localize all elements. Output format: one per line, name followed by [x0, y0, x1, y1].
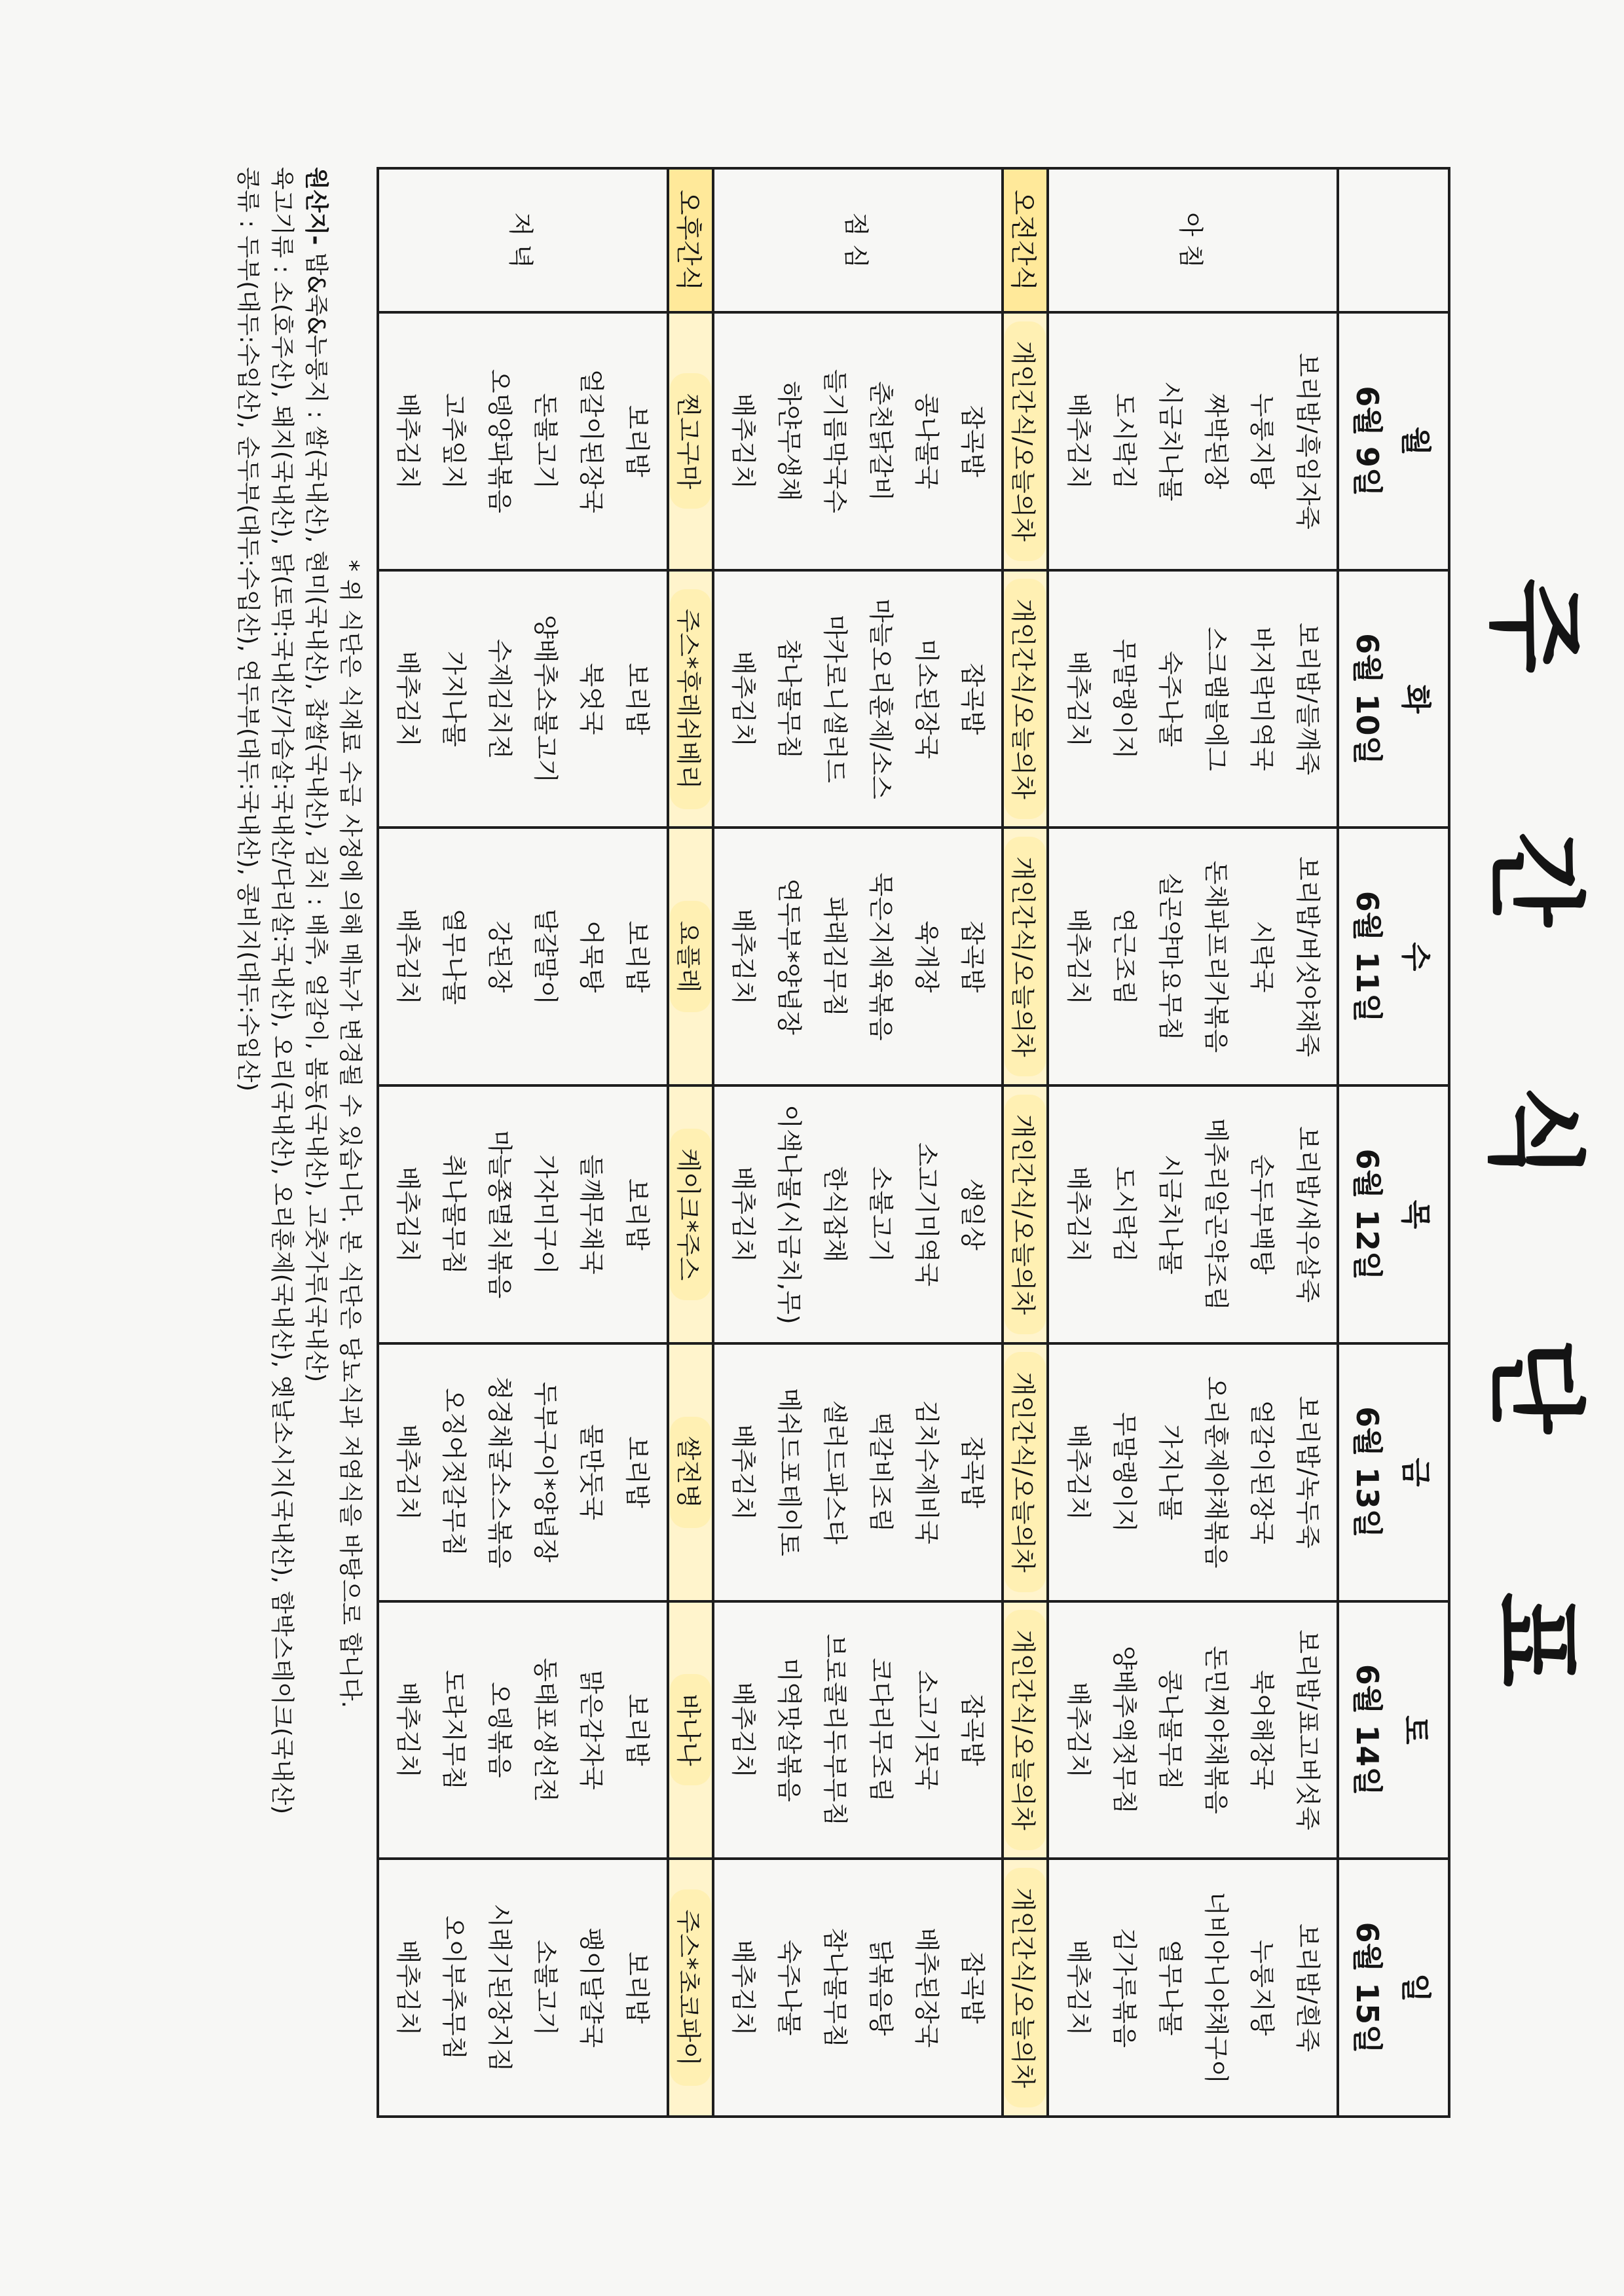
day-name: 목 [1398, 1199, 1433, 1230]
menu-item: 보리밥/버섯야채죽 [1293, 856, 1322, 1057]
menu-item: 보리밥/새우살죽 [1293, 1126, 1322, 1303]
snack-item: 찐고구마 [670, 373, 711, 509]
menu-item: 도시락김 [1109, 393, 1139, 490]
breakfast-row [1048, 168, 1338, 2117]
menu-item: 이색나물(시금치,무) [775, 1104, 804, 1324]
menu-item: 스크램블에그 [1201, 627, 1230, 771]
menu-change-notice: * 위 식단은 식재료 수급 사정에 의해 메뉴가 변경될 수 있습니다. 본 식단은 당뇨식과 저염식을 바탕으로 합니다. [337, 560, 363, 1709]
menu-item: 무말랭이지 [1109, 638, 1139, 759]
menu-item: 코다리무조림 [866, 1658, 896, 1802]
menu-item: 미소된장국 [912, 638, 942, 759]
menu-item: 김가루볶음 [1109, 1927, 1139, 2048]
menu-item: 보리밥 [623, 1952, 652, 2024]
lunch-cell [713, 1601, 1003, 1859]
menu-item: 보리밥 [623, 663, 652, 735]
breakfast-cell [1048, 1085, 1338, 1343]
day-header [1338, 312, 1449, 570]
menu-item: 보리밥/흑임자죽 [1293, 352, 1322, 530]
lunch-cell [713, 570, 1003, 828]
menu-item: 취나물무침 [439, 1154, 469, 1275]
lunch-cell [713, 1859, 1003, 2117]
menu-item: 도라지무침 [439, 1669, 469, 1791]
menu-item: 소불고기 [866, 1166, 896, 1263]
am_snack-cell [1003, 1601, 1048, 1859]
snack-item: 요플레 [670, 901, 711, 1012]
lunch-cell [713, 1343, 1003, 1601]
day-header [1338, 828, 1449, 1085]
menu-item: 청경채굴소스볶음 [485, 1376, 515, 1569]
menu-item: 오리훈제야채볶음 [1201, 1376, 1230, 1569]
menu-item: 배추김치 [729, 1681, 758, 1778]
am_snack-row [1003, 168, 1048, 2117]
menu-item: 미역맛살볶음 [775, 1658, 804, 1802]
menu-item: 누룽지탕 [1247, 393, 1276, 490]
day-name: 화 [1398, 684, 1433, 714]
menu-item: 배추김치 [729, 908, 758, 1005]
lunch-row [713, 168, 1003, 2117]
menu-item: 소불고기 [531, 1939, 561, 2036]
dinner-row [378, 168, 668, 2117]
menu-item: 오이부추무침 [439, 1915, 469, 2060]
menu-item: 메추리알곤약조림 [1201, 1118, 1230, 1311]
menu-item: 북어해장국 [1247, 1669, 1276, 1791]
menu-item: 북엇국 [577, 663, 606, 735]
menu-item: 생일상 [958, 1178, 987, 1251]
am_snack-cell [1003, 570, 1048, 828]
day-date: 6월 15일 [1350, 1922, 1385, 2054]
menu-item: 들기름막국수 [821, 369, 850, 513]
menu-item: 수제김치전 [485, 638, 515, 759]
menu-item: 실곤약마요무침 [1155, 872, 1185, 1041]
day-date: 6월 13일 [1350, 1406, 1385, 1539]
menu-item: 잡곡밥 [958, 1952, 987, 2024]
menu-item: 참나물무침 [821, 1927, 850, 2048]
menu-item: 소고기뭇국 [912, 1669, 942, 1791]
menu-item: 배추김치 [1063, 1939, 1093, 2036]
breakfast-label: 아 침 [1048, 168, 1338, 312]
menu-item: 잡곡밥 [958, 1694, 987, 1766]
menu-item: 배추김치 [394, 651, 423, 747]
breakfast-cell [1048, 828, 1338, 1085]
menu-item: 한식잡채 [821, 1166, 850, 1263]
menu-item: 가지나물 [439, 651, 469, 747]
pm_snack-row [668, 168, 713, 2117]
day-date: 6월 9일 [1350, 386, 1385, 497]
menu-item: 짜박된장 [1201, 393, 1230, 490]
menu-item: 오뎅양파볶음 [485, 369, 515, 513]
menu-item: 떡갈비조림 [866, 1412, 896, 1533]
dinner-cell [378, 570, 668, 828]
origin-line-3: 콩류 : 두부(대두:수입산), 순두부(대두:수입산), 연두부(대두:국내산), 콩비지(대두:수입산) [234, 167, 261, 1092]
snack-item: 개인간식/오늘의차 [1005, 1352, 1046, 1592]
menu-item: 돈불고기 [531, 393, 561, 490]
menu-item: 배추김치 [729, 1424, 758, 1521]
pm_snack-cell [668, 1859, 713, 2117]
dinner-label: 저 녁 [378, 168, 668, 312]
menu-item: 파래김무침 [821, 896, 850, 1017]
snack-item: 개인간식/오늘의차 [1005, 579, 1046, 818]
menu-item: 김치수제비국 [912, 1400, 942, 1544]
menu-item: 소고기미역국 [912, 1142, 942, 1287]
menu-item: 들깨무채국 [577, 1154, 606, 1275]
menu-item: 보리밥 [623, 405, 652, 477]
menu-item: 열무나물 [1155, 1939, 1185, 2036]
menu-item: 춘천닭갈비 [866, 381, 896, 501]
snack-item: 개인간식/오늘의차 [1005, 1868, 1046, 2107]
menu-item: 보리밥 [623, 1178, 652, 1251]
corner-cell [1338, 168, 1449, 312]
day-date: 6월 14일 [1350, 1664, 1385, 1796]
day-header [1338, 1085, 1449, 1343]
breakfast-cell [1048, 1859, 1338, 2117]
day-name: 금 [1398, 1457, 1433, 1487]
pm_snack-cell [668, 1085, 713, 1343]
weekly-menu-table [377, 167, 1450, 2118]
menu-item: 보리밥/표고버섯죽 [1293, 1630, 1322, 1831]
snack-item: 개인간식/오늘의차 [1005, 1610, 1046, 1850]
day-date: 6월 11일 [1350, 890, 1385, 1023]
day-name: 일 [1398, 1973, 1433, 2003]
snack-item: 주스*초코파이 [670, 1889, 711, 2085]
menu-item: 맑은감자국 [577, 1669, 606, 1791]
menu-item: 고추잎지 [439, 393, 469, 490]
breakfast-cell [1048, 570, 1338, 828]
menu-item: 숙주나물 [1155, 651, 1185, 747]
menu-item: 브로콜리두부무침 [821, 1633, 850, 1827]
menu-item: 오뎅볶음 [485, 1681, 515, 1778]
menu-item: 잡곡밥 [958, 920, 987, 993]
lunch-label: 점 심 [713, 168, 1003, 312]
menu-item: 양배추소불고기 [531, 615, 561, 784]
am_snack-label: 오전간식 [1003, 168, 1048, 312]
page-title: 주 간 식 단 표 [1477, 578, 1592, 1749]
snack-item: 주스*후레쉬베리 [670, 589, 711, 809]
menu-item: 시금치나물 [1155, 381, 1185, 501]
day-date: 6월 10일 [1350, 633, 1385, 765]
menu-item: 보리밥/녹두죽 [1293, 1396, 1322, 1549]
menu-item: 배추김치 [1063, 1166, 1093, 1263]
menu-item: 연두부*양념장 [775, 878, 804, 1035]
dinner-cell [378, 828, 668, 1085]
day-name: 토 [1398, 1715, 1433, 1745]
dinner-cell [378, 1343, 668, 1601]
breakfast-cell [1048, 312, 1338, 570]
header-row [1338, 168, 1449, 2117]
day-header [1338, 1601, 1449, 1859]
pm_snack-cell [668, 1601, 713, 1859]
origin-label: 원산지- [303, 167, 329, 246]
menu-item: 보리밥 [623, 920, 652, 993]
day-name: 월 [1398, 426, 1433, 456]
menu-item: 물만둣국 [577, 1424, 606, 1521]
breakfast-cell [1048, 1601, 1338, 1859]
menu-item: 돈민찌야채볶음 [1201, 1645, 1230, 1814]
dinner-cell [378, 1085, 668, 1343]
menu-item: 누룽지탕 [1247, 1939, 1276, 2036]
day-name: 수 [1398, 942, 1433, 972]
day-date: 6월 12일 [1350, 1148, 1385, 1281]
menu-item: 시래기된장지짐 [485, 1903, 515, 2072]
menu-item: 얼갈이된장국 [577, 369, 606, 513]
menu-item: 보리밥/들깨죽 [1293, 623, 1322, 776]
menu-item: 두부구이*양념장 [531, 1381, 561, 1563]
menu-item: 마늘쫑멸치볶음 [485, 1130, 515, 1299]
menu-item: 배추김치 [394, 1681, 423, 1778]
menu-item: 순두부백탕 [1247, 1154, 1276, 1275]
menu-item: 메쉬드포테이토 [775, 1388, 804, 1557]
menu-item: 오징어젓갈무침 [439, 1388, 469, 1557]
menu-item: 가자미구이 [531, 1154, 561, 1275]
menu-item: 참나물무침 [775, 638, 804, 759]
pm_snack-cell [668, 570, 713, 828]
origin-line-1 [299, 167, 333, 2164]
am_snack-cell [1003, 828, 1048, 1085]
menu-item: 배추김치 [729, 393, 758, 490]
menu-item: 보리밥 [623, 1694, 652, 1766]
menu-item: 배추된장국 [912, 1927, 942, 2048]
snack-item: 개인간식/오늘의차 [1005, 1095, 1046, 1334]
menu-item: 숙주나물 [775, 1939, 804, 2036]
menu-item: 너비아니야채구이 [1201, 1891, 1230, 2084]
menu-item: 배추김치 [394, 908, 423, 1005]
menu-item: 배추김치 [1063, 908, 1093, 1005]
menu-item: 동태포생선전 [531, 1658, 561, 1802]
menu-item: 배추김치 [729, 1939, 758, 2036]
menu-item: 시락국 [1247, 920, 1276, 993]
pm_snack-cell [668, 1343, 713, 1601]
menu-item: 육개장 [912, 920, 942, 993]
menu-item: 마카로니샐러드 [821, 615, 850, 784]
menu-sheet [229, 137, 1614, 2190]
lunch-cell [713, 828, 1003, 1085]
menu-item: 열무나물 [439, 908, 469, 1005]
menu-item: 배추김치 [394, 1166, 423, 1263]
menu-item: 하얀무생채 [775, 381, 804, 501]
menu-item: 달걀말이 [531, 908, 561, 1005]
am_snack-cell [1003, 312, 1048, 570]
menu-item: 연근조림 [1109, 908, 1139, 1005]
snack-item: 케이크*주스 [670, 1129, 711, 1301]
menu-item: 콩나물국 [912, 393, 942, 490]
menu-item: 잡곡밥 [958, 663, 987, 735]
dinner-cell [378, 1859, 668, 2117]
menu-item: 시금치나물 [1155, 1154, 1185, 1275]
snack-item: 개인간식/오늘의차 [1005, 321, 1046, 561]
lunch-cell [713, 312, 1003, 570]
menu-item: 바지락미역국 [1247, 627, 1276, 771]
snack-item: 개인간식/오늘의차 [1005, 837, 1046, 1076]
pm_snack-cell [668, 828, 713, 1085]
origin-line-2: 육고기류 : 소(호주산), 돼지(국내산), 닭(토막:국내산/가슴살:국내산/다리살:국내산), 오리(국내산), 오리훈제(국내산), 옛날소시지(국내산), 함박스테이크(국내산) [268, 167, 295, 1815]
am_snack-cell [1003, 1085, 1048, 1343]
pm_snack-cell [668, 312, 713, 570]
pm_snack-label: 오후간식 [668, 168, 713, 312]
day-header [1338, 1859, 1449, 2117]
dinner-cell [378, 312, 668, 570]
menu-item: 팽이달걀국 [577, 1927, 606, 2048]
menu-item: 배추김치 [1063, 651, 1093, 747]
menu-item: 돈채파프리카볶음 [1201, 860, 1230, 1053]
menu-item: 강된장 [485, 920, 515, 993]
breakfast-cell [1048, 1343, 1338, 1601]
menu-item: 잡곡밥 [958, 405, 987, 477]
menu-item: 배추김치 [1063, 393, 1093, 490]
menu-item: 잡곡밥 [958, 1436, 987, 1508]
menu-item: 묵은지제육볶음 [866, 872, 896, 1041]
day-header [1338, 1343, 1449, 1601]
menu-item: 양배추액젓무침 [1109, 1645, 1139, 1814]
am_snack-cell [1003, 1859, 1048, 2117]
snack-item: 바나나 [670, 1674, 711, 1785]
menu-item: 가지나물 [1155, 1424, 1185, 1521]
lunch-cell [713, 1085, 1003, 1343]
menu-item: 도시락김 [1109, 1166, 1139, 1263]
menu-item: 배추김치 [1063, 1681, 1093, 1778]
menu-item: 마늘오리훈제/소스 [866, 598, 896, 799]
menu-item: 배추김치 [729, 1166, 758, 1263]
menu-item: 보리밥/흰죽 [1293, 1923, 1322, 2052]
snack-item: 쌀전병 [670, 1417, 711, 1528]
notes-section [231, 167, 367, 2164]
menu-item: 배추김치 [729, 651, 758, 747]
menu-item: 닭볶음탕 [866, 1939, 896, 2036]
menu-item: 어묵탕 [577, 920, 606, 993]
menu-item: 보리밥 [623, 1436, 652, 1508]
menu-item: 배추김치 [394, 1939, 423, 2036]
menu-item: 배추김치 [394, 1424, 423, 1521]
dinner-cell [378, 1601, 668, 1859]
day-header [1338, 570, 1449, 828]
menu-item: 콩나물무침 [1155, 1669, 1185, 1791]
am_snack-cell [1003, 1343, 1048, 1601]
menu-item: 얼갈이된장국 [1247, 1400, 1276, 1544]
menu-item: 배추김치 [1063, 1424, 1093, 1521]
menu-item: 샐러드파스타 [821, 1400, 850, 1544]
menu-item: 무말랭이지 [1109, 1412, 1139, 1533]
menu-item: 배추김치 [394, 393, 423, 490]
origin-rice: 밥&죽&누룽지 : 쌀(국내산), 현미(국내산), 찹쌀(국내산), 김치 : 배추, 얼갈이, 봄동(국내산), 고춧가루(국내산) [303, 245, 329, 1383]
